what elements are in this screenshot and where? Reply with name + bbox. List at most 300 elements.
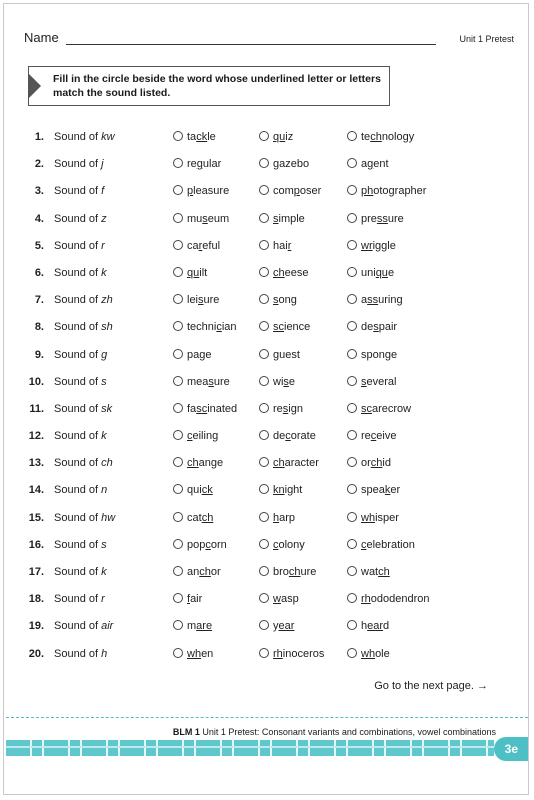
answer-bubble[interactable] [173, 484, 183, 494]
word-part: fa [187, 402, 197, 415]
answer-choice[interactable] [259, 124, 293, 151]
word-part: cat [187, 511, 202, 524]
question-row [0, 641, 534, 668]
answer-choice[interactable] [259, 586, 299, 613]
answer-bubble[interactable] [259, 539, 269, 549]
answer-bubble[interactable] [347, 213, 357, 223]
answer-choice[interactable] [173, 314, 237, 341]
answer-choice[interactable] [347, 641, 390, 668]
prompt-text: Sound of [54, 131, 99, 143]
answer-bubble[interactable] [347, 267, 357, 277]
answer-choice[interactable] [173, 450, 223, 477]
question-prompt [54, 206, 107, 233]
underlined-letters: h [273, 511, 280, 524]
question-prompt [54, 287, 113, 314]
word-part: eive [376, 430, 397, 443]
answer-choice[interactable] [347, 260, 394, 287]
question-prompt [54, 396, 112, 423]
question-number: 16. [28, 538, 44, 551]
answer-bubble[interactable] [173, 512, 183, 522]
answer-choice[interactable] [347, 369, 396, 396]
answer-choice[interactable] [347, 151, 389, 178]
word-part: ign [288, 402, 303, 415]
underlined-letters: s [282, 402, 289, 415]
question-row [0, 559, 534, 586]
answer-bubble[interactable] [259, 648, 269, 658]
underlined-letters: g [367, 158, 374, 171]
underlined-letters: c [187, 430, 193, 443]
footer-divider [6, 717, 528, 718]
sound-letters: r [101, 239, 105, 252]
answer-bubble[interactable] [347, 539, 357, 549]
prompt-text: Sound of [54, 239, 99, 252]
sound-letters: s [101, 375, 107, 388]
answer-bubble[interactable] [173, 349, 183, 359]
answer-bubble[interactable] [347, 430, 357, 440]
word-part: ience [284, 321, 311, 334]
answer-choice[interactable] [173, 287, 219, 314]
question-number: 13. [28, 457, 44, 470]
underlined-letters: f [187, 593, 191, 606]
unit-title: Unit 1 Pretest [459, 34, 514, 44]
question-row [0, 532, 534, 559]
word-part: ent [373, 158, 389, 171]
answer-bubble[interactable] [347, 457, 357, 467]
name-row [24, 30, 520, 50]
answer-choice[interactable] [347, 342, 397, 369]
answer-bubble[interactable] [259, 131, 269, 141]
underlined-letters: k [384, 484, 391, 497]
underlined-letters: sc [196, 402, 208, 415]
question-prompt [54, 124, 115, 151]
answer-choice[interactable] [173, 342, 212, 369]
answer-bubble[interactable] [259, 349, 269, 359]
answer-choice[interactable] [259, 532, 305, 559]
answer-bubble[interactable] [259, 158, 269, 168]
word-part: hai [273, 239, 288, 252]
prompt-text: Sound of [54, 593, 99, 606]
answer-bubble[interactable] [347, 512, 357, 522]
underlined-letters: ch [201, 511, 214, 524]
answer-bubble[interactable] [347, 648, 357, 658]
word-part: an [187, 566, 200, 578]
answer-bubble[interactable] [259, 484, 269, 494]
question-number: 9. [34, 348, 44, 361]
sound-letters: r [101, 593, 105, 606]
answer-bubble[interactable] [173, 240, 183, 250]
answer-bubble[interactable] [347, 240, 357, 250]
word-part: uest [279, 348, 300, 361]
answer-bubble[interactable] [259, 267, 269, 277]
instruction-box [28, 66, 390, 106]
word-part: air [190, 593, 203, 606]
prompt-text: Sound of [54, 375, 99, 388]
prompt-text: Sound of [54, 348, 99, 361]
prompt-text: Sound of [54, 484, 99, 497]
underlined-letters: wr [361, 239, 373, 252]
word-part: re [187, 158, 197, 171]
underlined-letters: ch [273, 266, 285, 279]
underlined-letters: s [202, 212, 208, 225]
question-prompt [54, 450, 113, 477]
answer-bubble[interactable] [347, 349, 357, 359]
answer-bubble[interactable] [259, 430, 269, 440]
sound-letters: sk [101, 402, 113, 415]
answer-choice[interactable] [259, 369, 295, 396]
answer-choice[interactable] [259, 613, 294, 640]
underlined-letters: s [208, 375, 214, 388]
underlined-letters: g [199, 348, 206, 361]
answer-bubble[interactable] [173, 294, 183, 304]
answer-bubble[interactable] [173, 185, 183, 195]
answer-choice[interactable] [173, 477, 213, 504]
answer-choice[interactable] [347, 559, 390, 586]
word-part: azebo [279, 158, 310, 171]
question-row [0, 450, 534, 477]
word-part: arecrow [372, 402, 412, 415]
prompt-text: Sound of [54, 511, 99, 524]
sound-letters: z [101, 212, 107, 225]
word-part: e [288, 375, 296, 388]
question-number: 5. [34, 239, 44, 252]
word-part: orate [290, 430, 316, 443]
sound-letters: j [101, 158, 104, 171]
answer-bubble[interactable] [173, 430, 183, 440]
answer-bubble[interactable] [347, 620, 357, 630]
word-part: iggle [372, 239, 396, 252]
question-number: 4. [34, 212, 44, 225]
answer-bubble[interactable] [173, 648, 183, 658]
answer-choice[interactable] [347, 124, 414, 151]
answer-bubble[interactable] [259, 240, 269, 250]
answer-choice[interactable] [259, 641, 324, 668]
word-part: y [273, 620, 279, 633]
answer-bubble[interactable] [173, 403, 183, 413]
answer-bubble[interactable] [347, 158, 357, 168]
underlined-letters: ear [367, 620, 384, 633]
prompt-text: Sound of [54, 266, 99, 279]
question-row [0, 206, 534, 233]
underlined-letters: ph [361, 185, 374, 198]
answer-bubble[interactable] [173, 213, 183, 223]
answer-bubble[interactable] [173, 593, 183, 603]
underlined-letters: c [205, 538, 211, 551]
question-number: 7. [34, 294, 44, 307]
answer-choice[interactable] [259, 450, 319, 477]
question-number: 17. [28, 566, 44, 578]
answer-choice[interactable] [259, 287, 297, 314]
answer-choice[interactable] [347, 586, 430, 613]
answer-bubble[interactable] [347, 294, 357, 304]
sound-letters: kw [101, 131, 115, 143]
answer-bubble[interactable] [347, 403, 357, 413]
word-part: a [361, 158, 368, 171]
word-part: inoceros [282, 647, 325, 660]
question-number: 8. [34, 321, 44, 334]
answer-bubble[interactable] [347, 593, 357, 603]
answer-bubble[interactable] [347, 321, 357, 331]
question-number: 6. [34, 266, 44, 279]
word-part: de [361, 321, 374, 334]
word-part: inated [207, 402, 238, 415]
word-part: spea [361, 484, 385, 497]
prompt-text: Sound of [54, 402, 99, 415]
underlined-letters: r [287, 239, 292, 252]
word-part: de [273, 430, 286, 443]
word-part: mu [187, 212, 203, 225]
answer-choice[interactable] [347, 423, 396, 450]
answer-choice[interactable] [259, 178, 321, 205]
word-part: iz [285, 131, 294, 143]
question-row [0, 314, 534, 341]
answer-bubble[interactable] [173, 376, 183, 386]
answer-choice[interactable] [173, 124, 216, 151]
answer-bubble[interactable] [347, 131, 357, 141]
question-list [0, 124, 534, 668]
question-row [0, 124, 534, 151]
answer-bubble[interactable] [347, 376, 357, 386]
word-part: pre [361, 212, 377, 225]
word-part: olony [278, 538, 305, 551]
answer-choice[interactable] [347, 532, 415, 559]
answer-bubble[interactable] [347, 185, 357, 195]
sound-letters: hw [101, 511, 116, 524]
question-row [0, 178, 534, 205]
word-part: ta [187, 131, 197, 143]
answer-bubble[interactable] [259, 213, 269, 223]
answer-choice[interactable] [259, 260, 308, 287]
word-part: ong [278, 294, 297, 307]
underlined-letters: c [361, 538, 367, 551]
answer-choice[interactable] [259, 342, 300, 369]
question-number: 14. [28, 484, 44, 497]
answer-bubble[interactable] [259, 185, 269, 195]
answer-choice[interactable] [173, 613, 212, 640]
answer-bubble[interactable] [347, 484, 357, 494]
page-number: 3e [504, 742, 518, 756]
prompt-text: Sound of [54, 212, 99, 225]
answer-choice[interactable] [259, 151, 309, 178]
answer-bubble[interactable] [259, 321, 269, 331]
word-part: eum [207, 212, 230, 225]
footer-stripe [6, 740, 494, 756]
answer-choice[interactable] [173, 532, 227, 559]
answer-choice[interactable] [347, 613, 389, 640]
underlined-letters: w [273, 593, 281, 606]
word-part: asp [280, 593, 299, 606]
answer-bubble[interactable] [173, 539, 183, 549]
answer-choice[interactable] [259, 396, 303, 423]
underlined-letters: qu [273, 131, 286, 143]
question-row [0, 396, 534, 423]
answer-choice[interactable] [173, 233, 220, 260]
question-prompt [54, 586, 105, 613]
underlined-letters: p [293, 185, 300, 198]
underlined-letters: wh [187, 647, 202, 660]
question-prompt [54, 559, 107, 586]
underlined-letters: s [273, 212, 279, 225]
word-part: eful [202, 239, 221, 252]
word-part: com [273, 185, 294, 198]
underlined-letters: ck [196, 131, 208, 143]
sound-letters: sh [101, 321, 113, 334]
word-part: eese [284, 266, 309, 279]
question-prompt [54, 342, 107, 369]
answer-choice[interactable] [173, 396, 237, 423]
answer-choice[interactable] [347, 396, 411, 423]
prompt-text: Sound of [54, 294, 99, 307]
footer-blm-label: BLM 1 [172, 727, 200, 737]
word-part: m [187, 620, 197, 633]
answer-bubble[interactable] [173, 457, 183, 467]
word-part: er [390, 484, 401, 497]
sound-letters: k [101, 430, 107, 443]
arrow-icon [28, 73, 41, 99]
underlined-letters: rh [273, 647, 283, 660]
answer-bubble[interactable] [259, 620, 269, 630]
answer-choice[interactable] [259, 423, 316, 450]
sound-letters: zh [101, 294, 113, 307]
underlined-letters: ch [187, 457, 199, 470]
word-part: uring [378, 294, 403, 307]
answer-bubble[interactable] [259, 457, 269, 467]
answer-bubble[interactable] [173, 321, 183, 331]
answer-choice[interactable] [173, 178, 229, 205]
underlined-letters: g [273, 348, 280, 361]
question-number: 2. [34, 158, 44, 171]
answer-choice[interactable] [347, 287, 403, 314]
word-part: ure [213, 375, 230, 388]
word-part: en [201, 647, 214, 660]
answer-bubble[interactable] [173, 620, 183, 630]
answer-choice[interactable] [173, 559, 221, 586]
question-row [0, 342, 534, 369]
underlined-letters: wh [361, 647, 376, 660]
prompt-text: Sound of [54, 538, 99, 551]
word-part: id [382, 457, 391, 470]
question-number: 12. [28, 430, 44, 443]
underlined-letters: sc [273, 321, 284, 334]
answer-choice[interactable] [173, 641, 213, 668]
answer-bubble[interactable] [259, 376, 269, 386]
answer-bubble[interactable] [173, 158, 183, 168]
word-part: imple [278, 212, 305, 225]
answer-bubble[interactable] [259, 294, 269, 304]
answer-choice[interactable] [347, 233, 396, 260]
question-row [0, 369, 534, 396]
answer-choice[interactable] [259, 233, 291, 260]
word-part: uni [361, 266, 376, 279]
word-part: leasure [193, 185, 230, 198]
answer-choice[interactable] [259, 314, 310, 341]
underlined-letters: ch [370, 457, 383, 470]
answer-choice[interactable] [347, 178, 426, 205]
underlined-letters: s [273, 294, 279, 307]
word-part: isper [375, 511, 399, 524]
word-part: le [207, 131, 216, 143]
question-number: 1. [34, 131, 44, 143]
answer-choice[interactable] [347, 477, 400, 504]
answer-bubble[interactable] [259, 593, 269, 603]
answer-bubble[interactable] [259, 512, 269, 522]
question-prompt [54, 423, 107, 450]
underlined-letters: ch [273, 457, 285, 470]
answer-bubble[interactable] [259, 403, 269, 413]
word-part: orn [210, 538, 227, 551]
answer-choice[interactable] [173, 260, 207, 287]
prompt-text: Sound of [54, 321, 99, 334]
instruction-text: Fill in the circle beside the word whose underlined letter or letters match the sound listed. [53, 73, 381, 99]
word-part: or [361, 457, 371, 470]
underlined-letters: are [196, 620, 213, 633]
word-part: nology [381, 131, 415, 143]
underlined-letters: ch [288, 566, 301, 578]
underlined-letters: ch [378, 566, 390, 578]
question-row [0, 477, 534, 504]
answer-choice[interactable] [347, 314, 397, 341]
answer-bubble[interactable] [347, 566, 357, 576]
underlined-letters: s [198, 294, 204, 307]
answer-choice[interactable] [173, 369, 230, 396]
word-part: ange [198, 457, 224, 470]
word-part: ure [203, 294, 220, 307]
answer-choice[interactable] [347, 450, 391, 477]
answer-bubble[interactable] [173, 566, 183, 576]
answer-bubble[interactable] [173, 131, 183, 141]
word-part: a [361, 294, 368, 307]
answer-choice[interactable] [259, 505, 295, 532]
name-label: Name [24, 30, 59, 45]
word-part: pair [378, 321, 398, 334]
question-prompt [54, 641, 107, 668]
word-part: otographer [373, 185, 427, 198]
name-field[interactable] [66, 44, 436, 45]
underlined-letters: g [273, 158, 280, 171]
answer-choice[interactable] [259, 559, 316, 586]
underlined-letters: ck [201, 484, 213, 497]
underlined-letters: ch [370, 131, 382, 143]
word-part: mea [187, 375, 209, 388]
answer-choice[interactable] [173, 423, 218, 450]
word-part: ight [284, 484, 303, 497]
answer-choice[interactable] [173, 586, 202, 613]
answer-choice[interactable] [173, 151, 221, 178]
answer-choice[interactable] [173, 505, 213, 532]
sound-letters: f [101, 185, 105, 198]
answer-choice[interactable] [259, 206, 305, 233]
prompt-text: Sound of [54, 647, 99, 660]
question-number: 11. [29, 402, 44, 415]
answer-choice[interactable] [347, 206, 404, 233]
word-part: spon [361, 348, 385, 361]
question-prompt [54, 532, 107, 559]
sound-letters: h [101, 647, 108, 660]
answer-bubble[interactable] [173, 267, 183, 277]
answer-choice[interactable] [173, 206, 229, 233]
answer-choice[interactable] [347, 505, 399, 532]
prompt-text: Sound of [54, 185, 99, 198]
footer-description: Unit 1 Pretest: Consonant variants and combinations, vowel combinations [202, 727, 496, 737]
question-row [0, 613, 534, 640]
word-part: ure [300, 566, 317, 578]
word-part: te [361, 131, 371, 143]
answer-choice[interactable] [259, 477, 302, 504]
word-part: ular [202, 158, 222, 171]
word-part: d [383, 620, 390, 633]
answer-bubble[interactable] [259, 566, 269, 576]
question-row [0, 586, 534, 613]
underlined-letters: ch [199, 566, 211, 578]
